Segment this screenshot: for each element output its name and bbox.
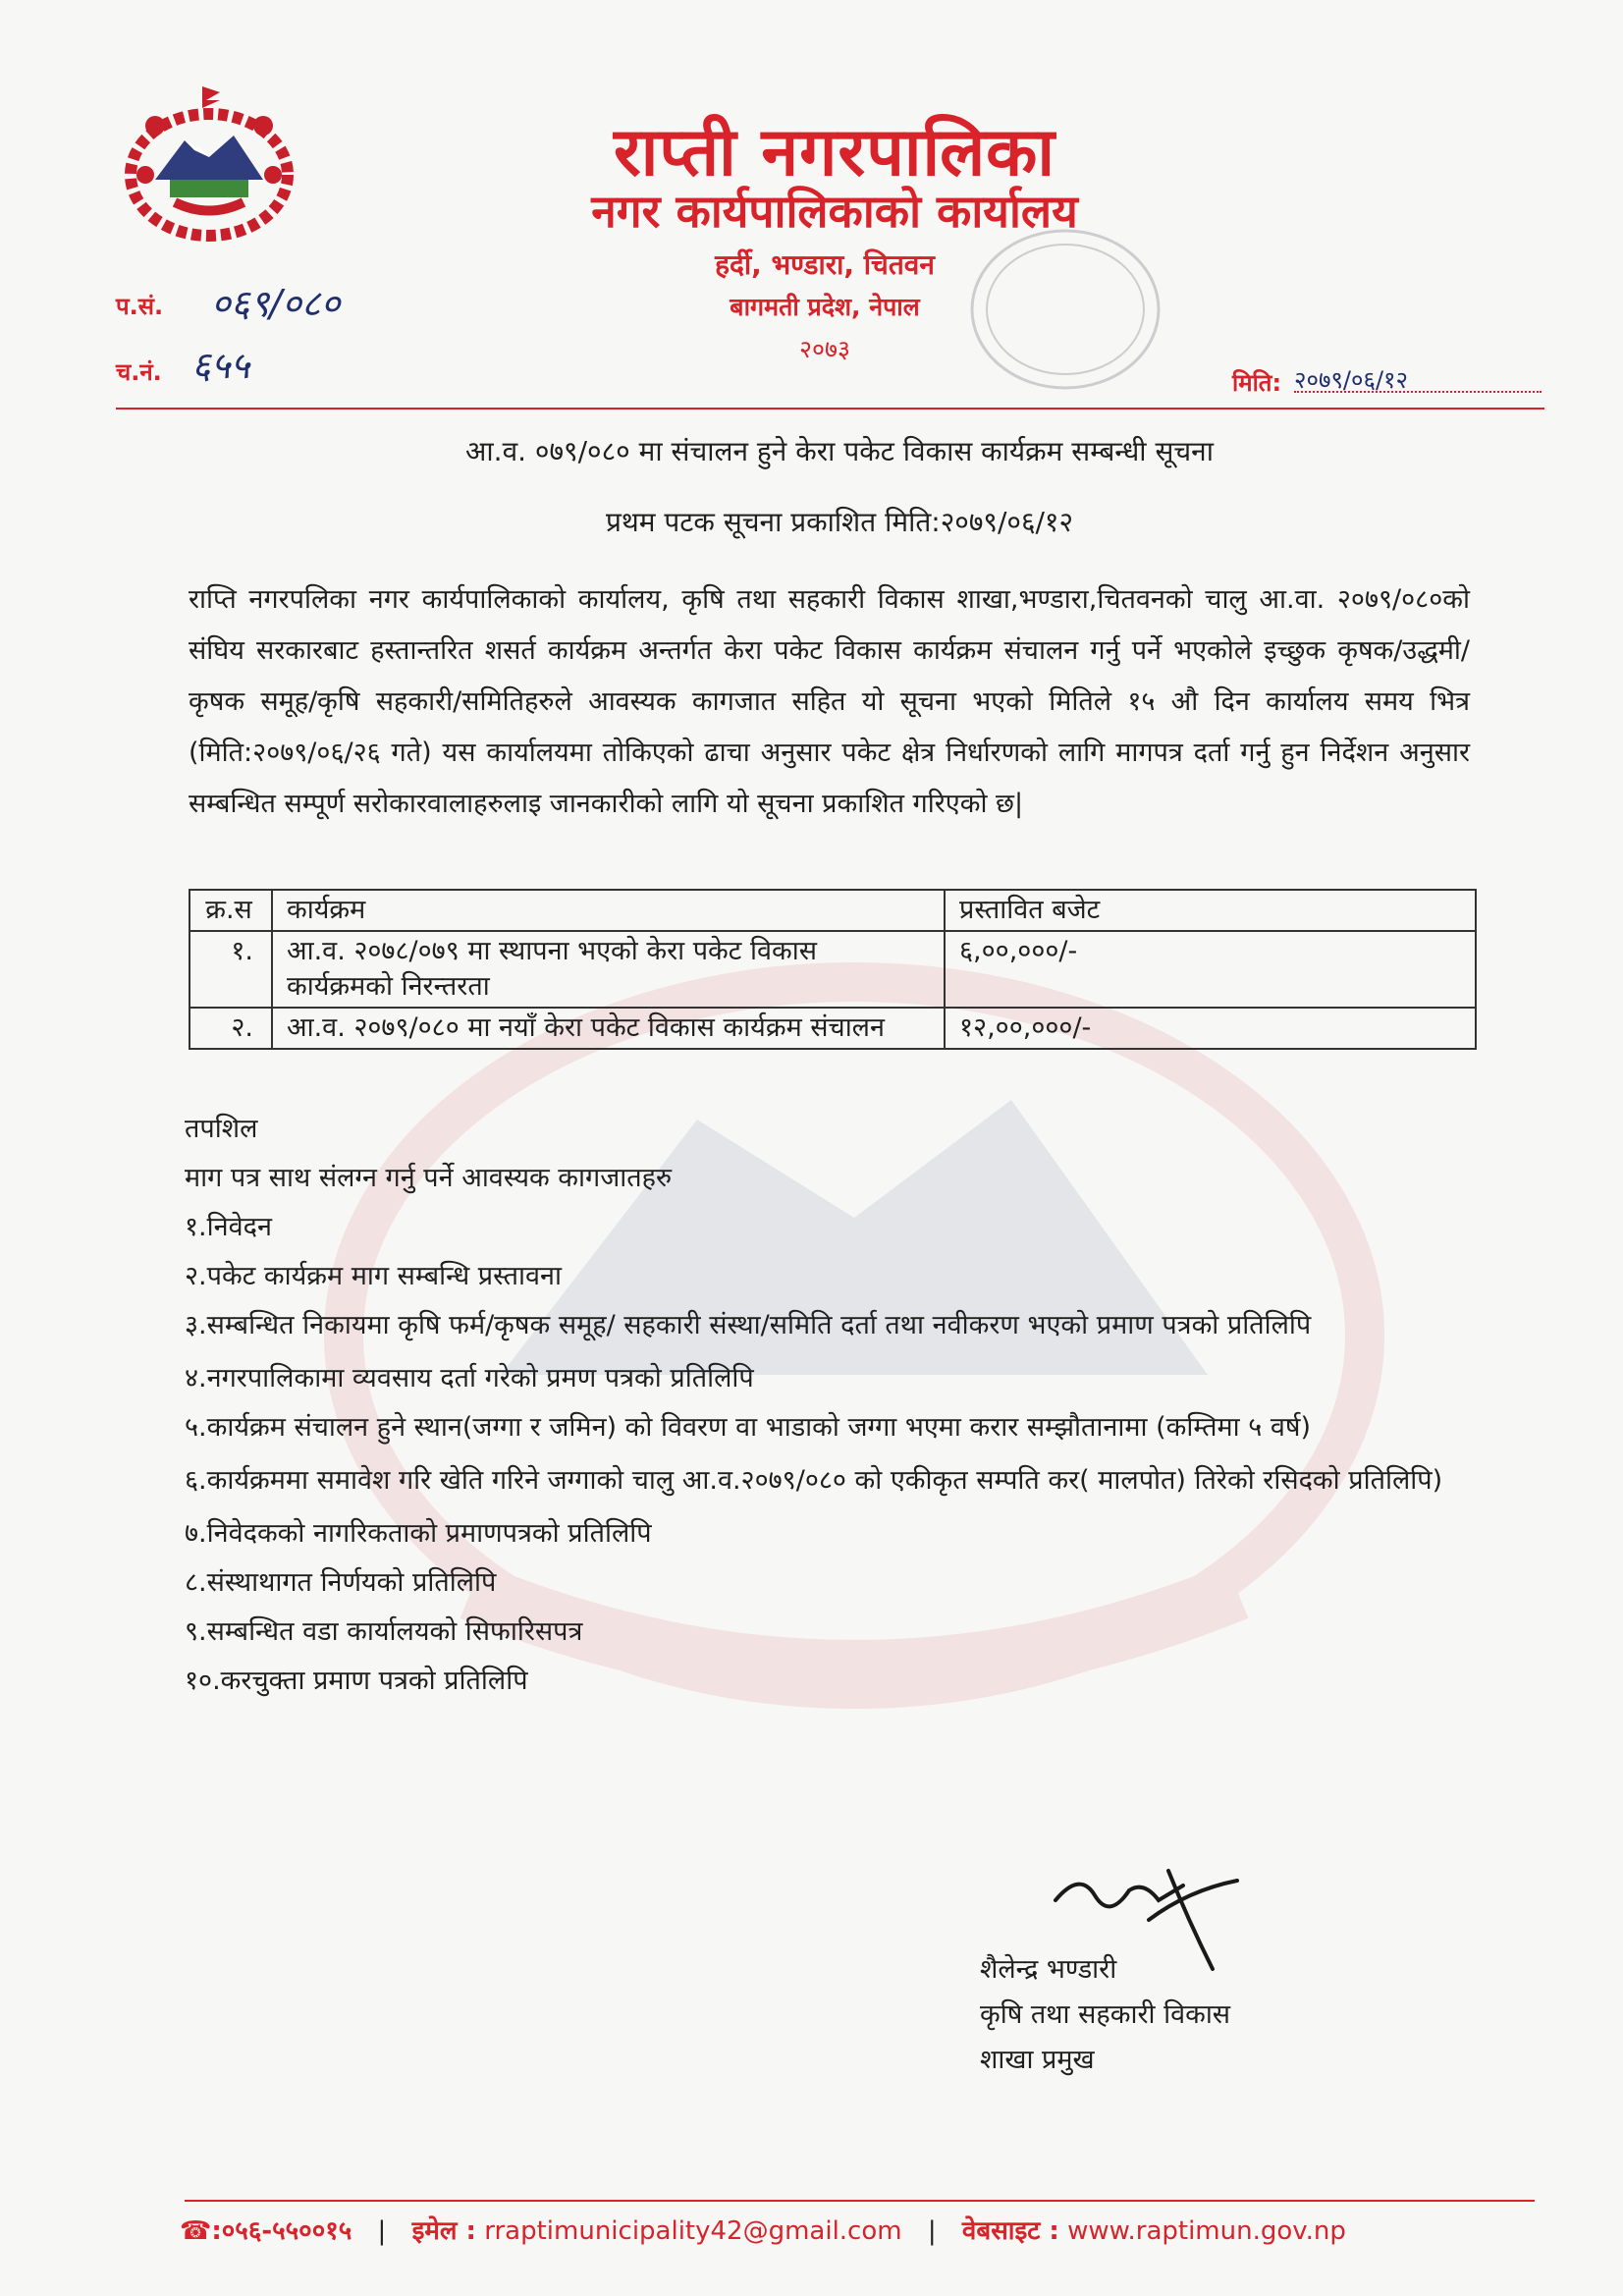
list-item: ९.सम्बन्धित वडा कार्यालयको सिफारिसपत्र	[185, 1616, 583, 1647]
list-item: ३.सम्बन्धित निकायमा कृषि फर्म/कृषक समूह/ सहकारी संस्था/समिति दर्ता तथा नवीकरण भएको प्रमाण पत्रको प्रतिलिपि	[185, 1310, 1312, 1340]
publish-date: प्रथम पटक सूचना प्रकाशित मिति:२०७९/०६/१२	[605, 506, 1074, 538]
address-line1: हर्दी, भण्डारा, चितवन	[715, 248, 935, 281]
details-intro: माग पत्र साथ संलग्न गर्नु पर्ने आवस्यक कागजातहरु	[185, 1163, 673, 1193]
table-row	[189, 1008, 1476, 1049]
notice-body: राप्ति नगरपलिका नगर कार्यपालिकाको कार्यालय, कृषि तथा सहकारी विकास शाखा,भण्डारा,चितवनको चालु आ.वा. २०७९/०८०को संघिय सरकारबाट हस्तान्तरित शसर्त कार्यक्रम अन्तर्गत केरा पकेट विकास कार्यक्रम संचालन गर्नु पर्ने भएकोले इच्छुक कृषक/उद्धमी/कृषक समूह/कृषि सहकारी/समितिहरुले आवस्यक कागजात सहित यो सूचना भएको मितिले १५ औ दिन कार्यालय समय भित्र (मिति:२०७९/०६/२६ गते) यस कार्यालयमा तोकिएको ढाचा अनुसार पकेट क्षेत्र निर्धारणको लागि मागपत्र दर्ता गर्नु हुन निर्देशन अनुसार सम्बन्धित सम्पूर्ण सरोकारवालाहरुलाइ जानकारीको लागि यो सूचना प्रकाशित गरिएको छ|	[189, 584, 1470, 819]
signatory-name: शैलेन्द्र भण्डारी	[980, 1954, 1117, 1985]
table-cell-program: आ.व. २०७८/०७९ मा स्थापना भएको केरा पकेट विकास कार्यक्रमको निरन्तरता	[272, 931, 945, 1008]
details-heading: तपशिल	[185, 1114, 258, 1144]
list-item: २.पकेट कार्यक्रम माग सम्बन्धि प्रस्तावना	[185, 1261, 563, 1291]
table-row	[189, 931, 1476, 1008]
ref-value: ०६९/०८०	[211, 282, 341, 325]
signatory-title: शाखा प्रमुख	[980, 2045, 1095, 2075]
table-header-row	[189, 890, 1476, 931]
phone-text: ☎:०५६-५५००१५	[180, 2216, 352, 2246]
office-name: नगर कार्यपालिकाको कार्यालय	[591, 185, 1078, 238]
website-link[interactable]: www.raptimun.gov.np	[1067, 2216, 1346, 2246]
list-item: ४.नगरपालिकामा व्यवसाय दर्ता गरेको प्रमण पत्रको प्रतिलिपि	[185, 1363, 754, 1394]
date-value: २०७९/०६/१२	[1294, 366, 1409, 394]
municipality-name: राप्ती नगरपालिका	[613, 114, 1056, 191]
footer-contact: ☎:०५६-५५००१५ | इमेल : rraptimunicipality42@gmail.com | वेबसाइट : www.raptimun.gov.np	[180, 2216, 1346, 2246]
table-header: क्र.स	[189, 890, 272, 931]
list-item: ८.संस्थाथागत निर्णयको प्रतिलिपि	[185, 1567, 497, 1598]
table-header: कार्यक्रम	[272, 890, 945, 931]
list-item: ५.कार्यक्रम संचालन हुने स्थान(जग्गा र जमिन) को विवरण वा भाडाको जग्गा भएमा करार सम्झौतानामा (कम्तिमा ५ वर्ष)	[185, 1412, 1311, 1443]
address-line2: बागमती प्रदेश, नेपाल	[730, 293, 920, 321]
list-item: ७.निवेदकको नागरिकताको प्रमाणपत्रको प्रतिलिपि	[185, 1518, 652, 1549]
signatory-block	[980, 1947, 1230, 2083]
website-label: वेबसाइट :	[961, 2216, 1059, 2246]
ref-label: प.सं.	[116, 293, 164, 320]
date-dotted-line	[1294, 391, 1542, 393]
dispatch-value: ६५५	[191, 344, 250, 387]
table-cell-sn: १.	[189, 931, 272, 1008]
table-header: प्रस्तावित बजेट	[945, 890, 1476, 931]
nepal-emblem-logo	[116, 86, 302, 248]
dispatch-label: च.नं.	[116, 358, 162, 386]
table-cell-program: आ.व. २०७९/०८० मा नयाँ केरा पकेट विकास कार्यक्रम संचालन	[272, 1008, 945, 1049]
table-cell-sn: २.	[189, 1008, 272, 1049]
list-item: १.निवेदन	[185, 1212, 272, 1242]
footer-divider	[185, 2200, 1535, 2202]
signatory-title: कृषि तथा सहकारी विकास	[980, 1999, 1231, 2030]
list-item: ६.कार्यक्रममा समावेश गरि खेति गरिने जग्गाको चालु आ.व.२०७९/०८० को एकीकृत सम्पति कर( मालपोत) तिरेको रसिदको प्रतिलिपि)	[185, 1465, 1443, 1496]
requirements-list	[185, 1108, 1490, 1709]
table-cell-budget: ६,००,०००/-	[945, 931, 1476, 1008]
established-year: २०७३	[798, 335, 850, 363]
list-item: १०.करचुक्ता प्रमाण पत्रको प्रतिलिपि	[185, 1666, 528, 1696]
table-cell-budget: १२,००,०००/-	[945, 1008, 1476, 1049]
email-link[interactable]: rraptimunicipality42@gmail.com	[484, 2216, 902, 2246]
program-table	[189, 889, 1477, 1050]
header-divider	[116, 408, 1544, 410]
notice-subject: आ.व. ०७९/०८० मा संचालन हुने केरा पकेट विकास कार्यक्रम सम्बन्धी सूचना	[465, 435, 1214, 467]
email-label: इमेल :	[411, 2216, 476, 2246]
date-label: मिति:	[1232, 369, 1282, 397]
